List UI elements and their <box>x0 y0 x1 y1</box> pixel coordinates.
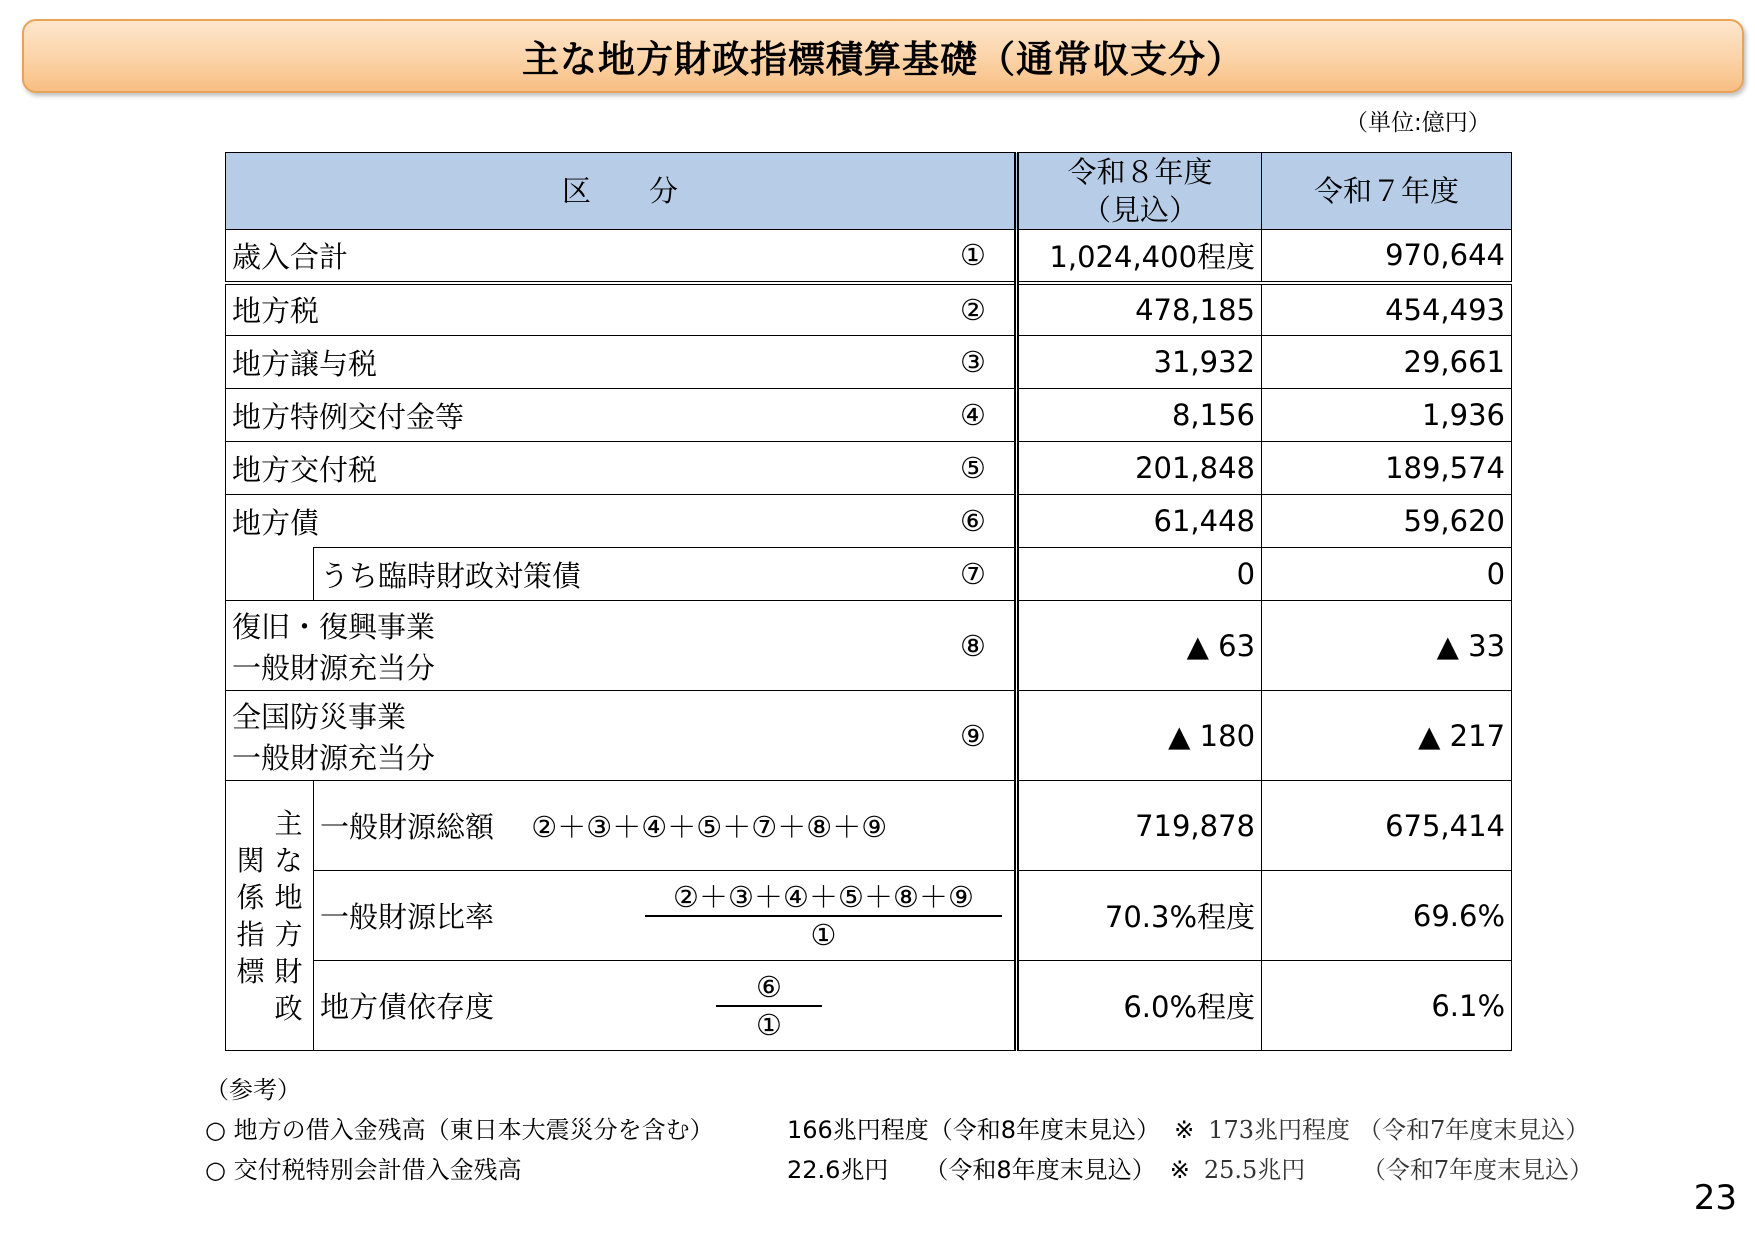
indicator-label-cell <box>314 961 1017 1051</box>
value-r8: 70.3%程度 <box>1017 871 1262 961</box>
value-r7: 59,620 <box>1262 495 1512 548</box>
table-row <box>226 230 1512 283</box>
value-r7: 970,644 <box>1262 230 1512 283</box>
row-marker: ④ <box>960 398 987 432</box>
indicator-fraction <box>645 879 1002 953</box>
indicator-group-col1 <box>275 805 303 1027</box>
row-label-cell <box>226 601 1017 691</box>
indicator-label: 地方債依存度 <box>320 990 495 1024</box>
table-header-row <box>226 153 1512 230</box>
table-row <box>226 548 1512 601</box>
table-row <box>226 442 1512 495</box>
reference-heading: （参考） <box>205 1076 301 1104</box>
reference-label: ○ 地方の借入金残高（東日本大震災分を含む） <box>205 1116 714 1144</box>
table-row <box>226 283 1512 336</box>
row-label: 地方譲与税 <box>232 346 378 381</box>
row-label-cell <box>314 548 1017 601</box>
value-r7: 6.1% <box>1262 961 1512 1051</box>
row-label-line1: 復旧・復興事業 <box>232 609 436 644</box>
fraction-denominator: ① <box>756 1007 783 1042</box>
reference-value-r7: 173兆円程度 <box>1208 1116 1350 1144</box>
financial-indicators-table <box>225 152 1512 1051</box>
indicator-label-cell <box>314 781 1017 871</box>
reference-label: ○ 交付税特別会計借入金残高 <box>205 1156 522 1184</box>
table-row <box>226 601 1512 691</box>
value-r7: 69.6% <box>1262 871 1512 961</box>
row-marker: ① <box>960 238 987 273</box>
row-marker: ⑤ <box>960 451 987 485</box>
table-row <box>226 336 1512 389</box>
value-r8: 61,448 <box>1017 495 1262 548</box>
header-r7: 令和７年度 <box>1262 153 1512 230</box>
indicator-fraction <box>716 969 822 1043</box>
value-r8: ▲ 180 <box>1017 691 1262 781</box>
row-label-cell <box>226 336 1017 389</box>
row-label: 地方債 <box>232 505 320 540</box>
indent-spacer <box>226 548 314 601</box>
value-r8: 719,878 <box>1017 781 1262 871</box>
indicator-group-col2 <box>236 805 264 1027</box>
value-r7: 454,493 <box>1262 283 1512 336</box>
table-row <box>226 961 1512 1051</box>
group-char: 指 <box>236 917 265 951</box>
indicator-label: 一般財源総額 <box>320 810 495 844</box>
fraction-numerator: ②＋③＋④＋⑤＋⑧＋⑨ <box>645 879 1002 917</box>
reference-value-r8: 22.6兆円 （令和8年度末見込） <box>787 1156 1156 1184</box>
group-char: 関 <box>236 843 265 877</box>
value-r7: ▲ 217 <box>1262 691 1512 781</box>
header-category: 区 分 <box>226 153 1017 230</box>
table-row <box>226 871 1512 961</box>
row-label <box>232 605 435 687</box>
reference-mark: ※ <box>1169 1156 1190 1184</box>
reference-value-r8: 166兆円程度（令和8年度末見込） <box>787 1116 1161 1144</box>
row-label: 地方税 <box>232 294 320 329</box>
value-r7: ▲ 33 <box>1262 601 1512 691</box>
value-r7: 189,574 <box>1262 442 1512 495</box>
value-r7: 1,936 <box>1262 389 1512 442</box>
value-r8: 6.0%程度 <box>1017 961 1262 1051</box>
group-char: 標 <box>236 954 265 988</box>
value-r8: 0 <box>1017 548 1262 601</box>
page-title: 主な地方財政指標積算基礎（通常収支分） <box>522 38 1244 81</box>
reference-notes <box>205 1070 1593 1190</box>
row-label-cell <box>226 283 1017 336</box>
row-marker: ② <box>960 292 987 327</box>
reference-value-r7: 25.5兆円 <box>1203 1156 1306 1184</box>
group-char: 財 <box>274 954 303 988</box>
fraction-numerator: ⑥ <box>716 969 822 1007</box>
reference-item <box>205 1110 1593 1150</box>
row-label-cell <box>226 691 1017 781</box>
row-marker: ⑦ <box>960 557 987 591</box>
table-row <box>226 691 1512 781</box>
indicator-label: 一般財源比率 <box>320 900 495 934</box>
row-label-cell <box>226 389 1017 442</box>
row-label <box>232 695 435 777</box>
row-label-cell <box>226 442 1017 495</box>
row-label: 地方交付税 <box>232 452 378 487</box>
indicator-group-label <box>226 781 314 1051</box>
indicator-formula: ②＋③＋④＋⑤＋⑦＋⑧＋⑨ <box>531 810 888 844</box>
row-label-cell <box>226 230 1017 283</box>
header-r8-line2: （見込） <box>1082 193 1199 227</box>
value-r8: 31,932 <box>1017 336 1262 389</box>
value-r7: 675,414 <box>1262 781 1512 871</box>
row-marker: ⑨ <box>960 718 987 753</box>
value-r8: ▲ 63 <box>1017 601 1262 691</box>
row-marker: ⑧ <box>960 628 987 663</box>
table-row <box>226 781 1512 871</box>
group-char: 係 <box>236 880 265 914</box>
group-char: 主 <box>274 806 303 840</box>
fraction-denominator: ① <box>810 917 837 952</box>
group-char: な <box>274 843 303 877</box>
group-char: 政 <box>274 991 303 1025</box>
row-label: 地方特例交付金等 <box>232 399 465 434</box>
group-char: 方 <box>274 917 303 951</box>
title-banner <box>22 19 1744 93</box>
row-marker: ③ <box>960 345 987 379</box>
value-r8: 1,024,400程度 <box>1017 230 1262 283</box>
reference-mark: ※ <box>1174 1116 1195 1144</box>
row-label: 歳入合計 <box>232 239 349 274</box>
header-r8-line1: 令和８年度 <box>1067 155 1213 189</box>
header-r8 <box>1017 153 1262 230</box>
value-r7: 0 <box>1262 548 1512 601</box>
row-label-line2: 一般財源充当分 <box>232 650 436 685</box>
value-r8: 201,848 <box>1017 442 1262 495</box>
value-r8: 478,185 <box>1017 283 1262 336</box>
reference-note-r7: （令和7年度末見込） <box>1358 1116 1590 1144</box>
reference-item <box>205 1150 1593 1190</box>
group-char: 地 <box>274 880 303 914</box>
indicator-label-cell <box>314 871 1017 961</box>
row-label-line1: 全国防災事業 <box>232 699 407 734</box>
table-row <box>226 389 1512 442</box>
value-r7: 29,661 <box>1262 336 1512 389</box>
page-number: 23 <box>1693 1178 1737 1218</box>
row-label: うち臨時財政対策債 <box>320 558 582 593</box>
value-r8: 8,156 <box>1017 389 1262 442</box>
unit-label: （単位:億円） <box>1345 110 1491 136</box>
row-label-cell <box>226 495 1017 548</box>
reference-note-r7: （令和7年度末見込） <box>1361 1156 1594 1184</box>
table-row <box>226 495 1512 548</box>
row-label-line2: 一般財源充当分 <box>232 740 436 775</box>
row-marker: ⑥ <box>960 504 987 538</box>
